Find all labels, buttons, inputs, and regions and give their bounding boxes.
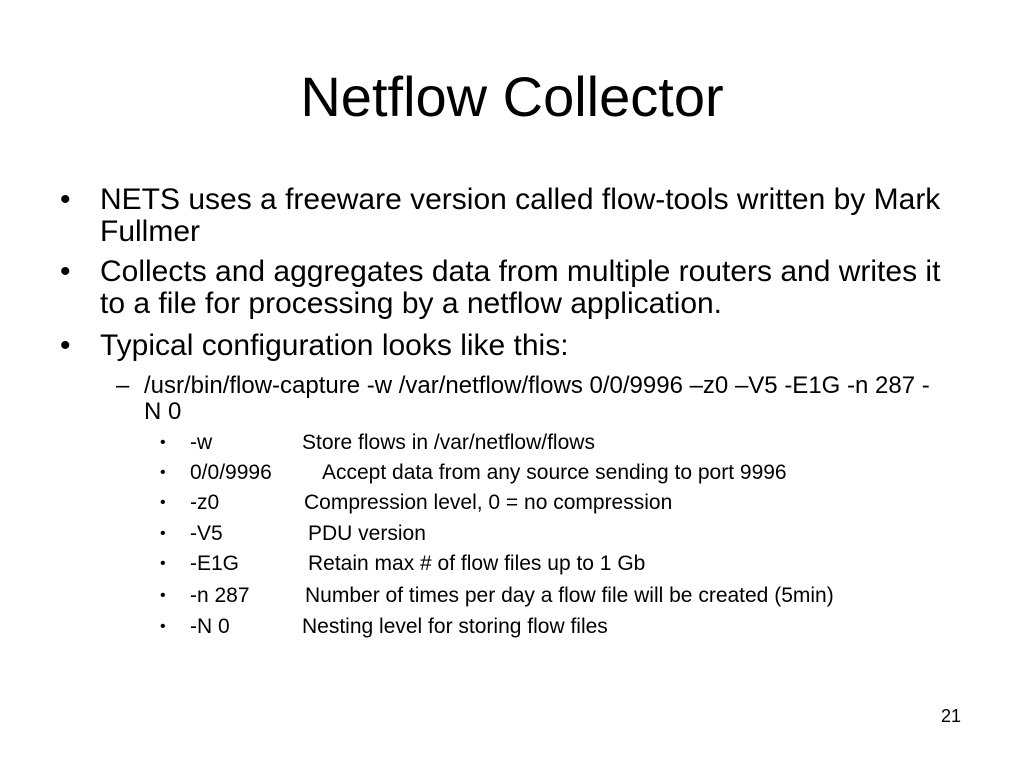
- option-description: Retain max # of flow files up to 1 Gb: [308, 552, 646, 575]
- option-description: Store flows in /var/netflow/flows: [302, 431, 595, 454]
- bullet-dot-icon: •: [60, 329, 71, 362]
- option-item: [160, 459, 980, 487]
- option-item: [160, 489, 980, 517]
- option-description: Number of times per day a flow file will be created (5min): [305, 584, 834, 607]
- bullet-dot-icon: •: [160, 434, 166, 451]
- option-flag: -n 287: [190, 584, 250, 607]
- option-item: [160, 520, 980, 548]
- option-description: Nesting level for storing flow files: [302, 615, 608, 638]
- bullet-text: NETS uses a freeware version called flow-tools written by Mark Fullmer: [100, 183, 941, 248]
- option-item: [160, 550, 980, 578]
- option-description: Compression level, 0 = no compression: [304, 491, 673, 514]
- option-description: Accept data from any source sending to port 9996: [322, 461, 787, 484]
- bullet-dot-icon: •: [160, 587, 166, 604]
- bullet-item: [60, 256, 960, 320]
- bullet-dot-icon: •: [160, 555, 166, 572]
- option-item: [160, 582, 980, 610]
- sub-bullet-item: [116, 373, 936, 425]
- option-description: PDU version: [308, 522, 426, 545]
- option-item: [160, 429, 980, 457]
- option-flag: 0/0/9996: [190, 461, 272, 484]
- option-flag: -E1G: [190, 552, 240, 575]
- bullet-dot-icon: •: [60, 255, 71, 288]
- bullet-text: Collects and aggregates data from multiple routers and writes it to a file for processing by a netflow application.: [100, 255, 941, 320]
- bullet-dot-icon: •: [60, 183, 71, 216]
- bullet-dot-icon: •: [160, 464, 166, 481]
- bullet-item: [60, 184, 960, 248]
- option-item: [160, 613, 980, 641]
- bullet-text: Typical configuration looks like this:: [100, 329, 569, 362]
- option-flag: -z0: [190, 491, 220, 514]
- bullet-dot-icon: •: [160, 494, 166, 511]
- option-flag: -N 0: [190, 615, 230, 638]
- slide-title: Netflow Collector: [300, 65, 724, 128]
- command-line: /usr/bin/flow-capture -w /var/netflow/flows 0/0/9996 –z0 –V5 -E1G -n 287 -N 0: [144, 372, 930, 425]
- bullet-dot-icon: •: [160, 525, 166, 542]
- option-flag: -V5: [190, 522, 223, 545]
- option-flag: -w: [190, 431, 213, 454]
- bullet-dot-icon: •: [160, 618, 166, 635]
- bullet-item: [60, 330, 960, 362]
- dash-icon: –: [116, 372, 130, 399]
- page-number: 21: [940, 706, 962, 726]
